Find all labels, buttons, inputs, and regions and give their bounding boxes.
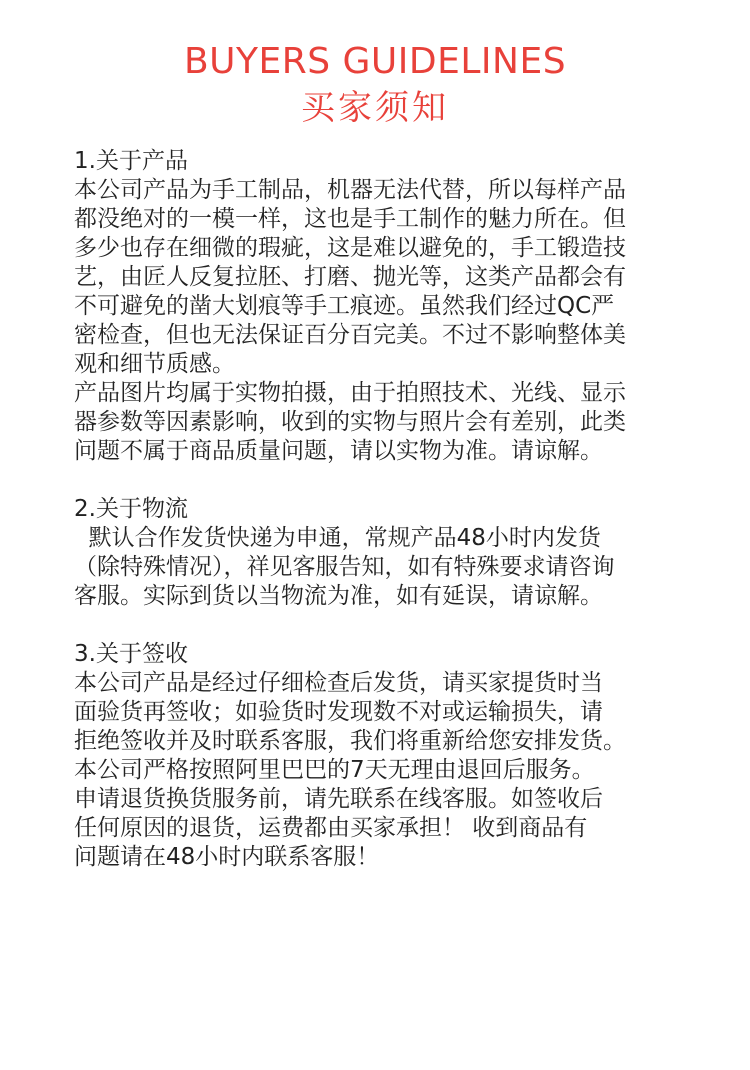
paragraph-line: 问题不属于商品质量问题，请以实物为准。请谅解。 bbox=[74, 438, 603, 464]
section-logistics bbox=[74, 495, 694, 611]
paragraph-line: 任何原因的退货，运费都由买家承担！ 收到商品有 bbox=[74, 815, 588, 841]
paragraph-line: 艺，由匠人反复拉胚、打磨、抛光等，这类产品都会有 bbox=[74, 264, 626, 290]
paragraph-line: 多少也存在细微的瑕疵，这是难以避免的，手工锻造技 bbox=[74, 235, 626, 261]
paragraph-line: （除特殊情况），祥见客服告知，如有特殊要求请咨询 bbox=[74, 554, 615, 580]
paragraph-line: 拒绝签收并及时联系客服，我们将重新给您安排发货。 bbox=[74, 728, 626, 754]
paragraph-line: 器参数等因素影响，收到的实物与照片会有差别，此类 bbox=[74, 409, 626, 435]
paragraph-line: 本公司产品为手工制品，机器无法代替，所以每样产品 bbox=[74, 177, 626, 203]
page-title-english: BUYERS GUIDELINES bbox=[183, 41, 567, 82]
paragraph-line: 密检查，但也无法保证百分百完美。不过不影响整体美 bbox=[74, 322, 626, 348]
paragraph-line: 客服。实际到货以当物流为准，如有延误，请谅解。 bbox=[74, 583, 603, 609]
page-title-chinese: 买家须知 bbox=[301, 88, 449, 128]
paragraph-line: 观和细节质感。 bbox=[74, 351, 235, 377]
paragraph-line: 默认合作发货快递为申通，常规产品48小时内发货 bbox=[74, 525, 601, 551]
paragraph-line: 本公司产品是经过仔细检查后发货，请买家提货时当 bbox=[74, 670, 603, 696]
paragraph-line: 本公司严格按照阿里巴巴的7天无理由退回后服务。 bbox=[74, 757, 595, 783]
paragraph-line: 申请退货换货服务前，请先联系在线客服。如签收后 bbox=[74, 786, 603, 812]
guidelines-content bbox=[74, 147, 694, 901]
page-header bbox=[0, 40, 750, 130]
section-product bbox=[74, 147, 694, 466]
section-heading: 1.关于产品 bbox=[74, 148, 188, 174]
paragraph-line: 问题请在48小时内联系客服！ bbox=[74, 844, 380, 870]
section-heading: 3.关于签收 bbox=[74, 641, 188, 667]
section-signing bbox=[74, 640, 694, 872]
paragraph-line: 都没绝对的一模一样，这也是手工制作的魅力所在。但 bbox=[74, 206, 626, 232]
paragraph-line: 产品图片均属于实物拍摄，由于拍照技术、光线、显示 bbox=[74, 380, 626, 406]
section-heading: 2.关于物流 bbox=[74, 496, 188, 522]
paragraph-line: 面验货再签收；如验货时发现数不对或运输损失，请 bbox=[74, 699, 603, 725]
paragraph-line: 不可避免的凿大划痕等手工痕迹。虽然我们经过QC严 bbox=[74, 293, 615, 319]
